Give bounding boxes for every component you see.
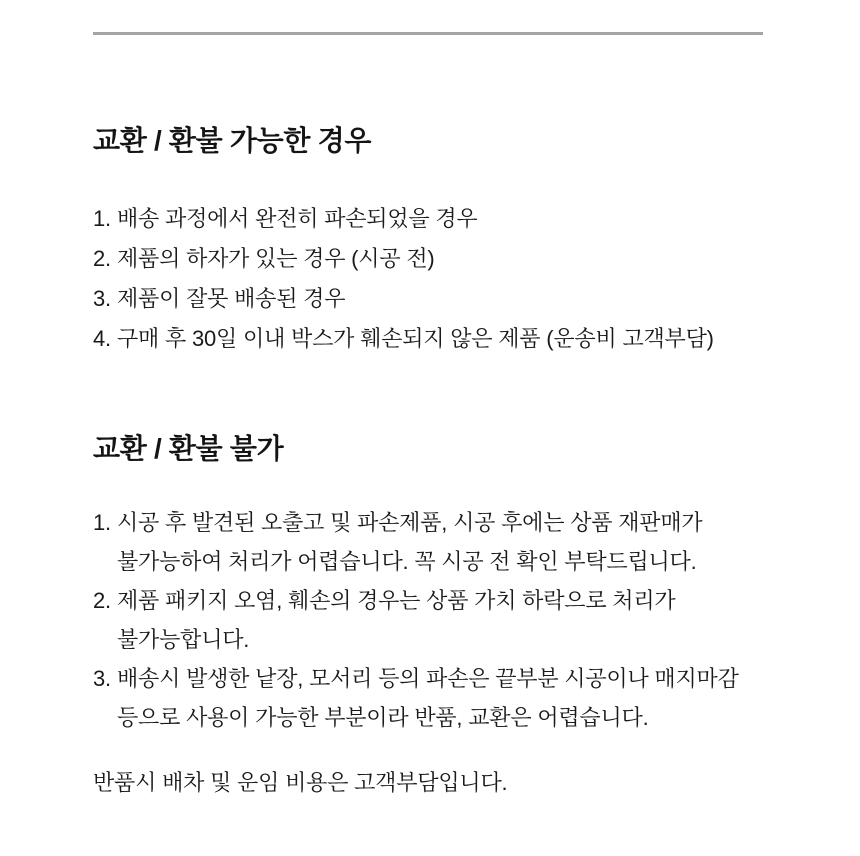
item-line: 배송시 발생한 낱장, 모서리 등의 파손은 끝부분 시공이나 매지마감 <box>117 666 739 691</box>
item-number: 2. <box>93 588 111 613</box>
list-item <box>93 239 763 279</box>
list-item <box>93 581 763 659</box>
item-number: 2. <box>93 246 111 271</box>
item-line: 등으로 사용이 가능한 부분이라 반품, 교환은 어렵습니다. <box>117 705 649 730</box>
denied-section-heading: 교환 / 환불 불가 <box>93 433 284 464</box>
list-item <box>93 503 763 581</box>
item-number: 1. <box>93 206 111 231</box>
top-divider <box>93 32 763 35</box>
allowed-section-heading: 교환 / 환불 가능한 경우 <box>93 125 372 156</box>
denied-conditions-list <box>93 503 763 737</box>
section-exchange-refund-denied <box>93 431 763 737</box>
item-text <box>117 279 763 319</box>
item-text <box>117 239 763 279</box>
item-number: 3. <box>93 666 111 691</box>
list-item <box>93 199 763 239</box>
list-item <box>93 319 763 359</box>
item-line: 불가능합니다. <box>117 627 250 652</box>
item-line: 배송 과정에서 완전히 파손되었을 경우 <box>117 206 478 231</box>
item-number: 4. <box>93 326 111 351</box>
allowed-conditions-list <box>93 199 763 359</box>
item-line: 제품 패키지 오염, 훼손의 경우는 상품 가치 하락으로 처리가 <box>117 588 676 613</box>
item-text <box>117 581 763 659</box>
list-item <box>93 279 763 319</box>
list-item <box>93 659 763 737</box>
item-text <box>117 503 763 581</box>
item-text <box>117 199 763 239</box>
item-number: 3. <box>93 286 111 311</box>
item-line: 제품이 잘못 배송된 경우 <box>117 286 346 311</box>
item-line: 구매 후 30일 이내 박스가 훼손되지 않은 제품 (운송비 고객부담) <box>117 326 714 351</box>
item-line: 제품의 하자가 있는 경우 (시공 전) <box>117 246 435 271</box>
return-cost-note: 반품시 배차 및 운임 비용은 고객부담입니다. <box>93 770 508 795</box>
item-text <box>117 659 763 737</box>
item-line: 시공 후 발견된 오출고 및 파손제품, 시공 후에는 상품 재판매가 <box>117 510 703 535</box>
item-text <box>117 319 763 359</box>
item-number: 1. <box>93 510 111 535</box>
item-line: 불가능하여 처리가 어렵습니다. 꼭 시공 전 확인 부탁드립니다. <box>117 549 697 574</box>
section-exchange-refund-allowed <box>93 123 763 359</box>
